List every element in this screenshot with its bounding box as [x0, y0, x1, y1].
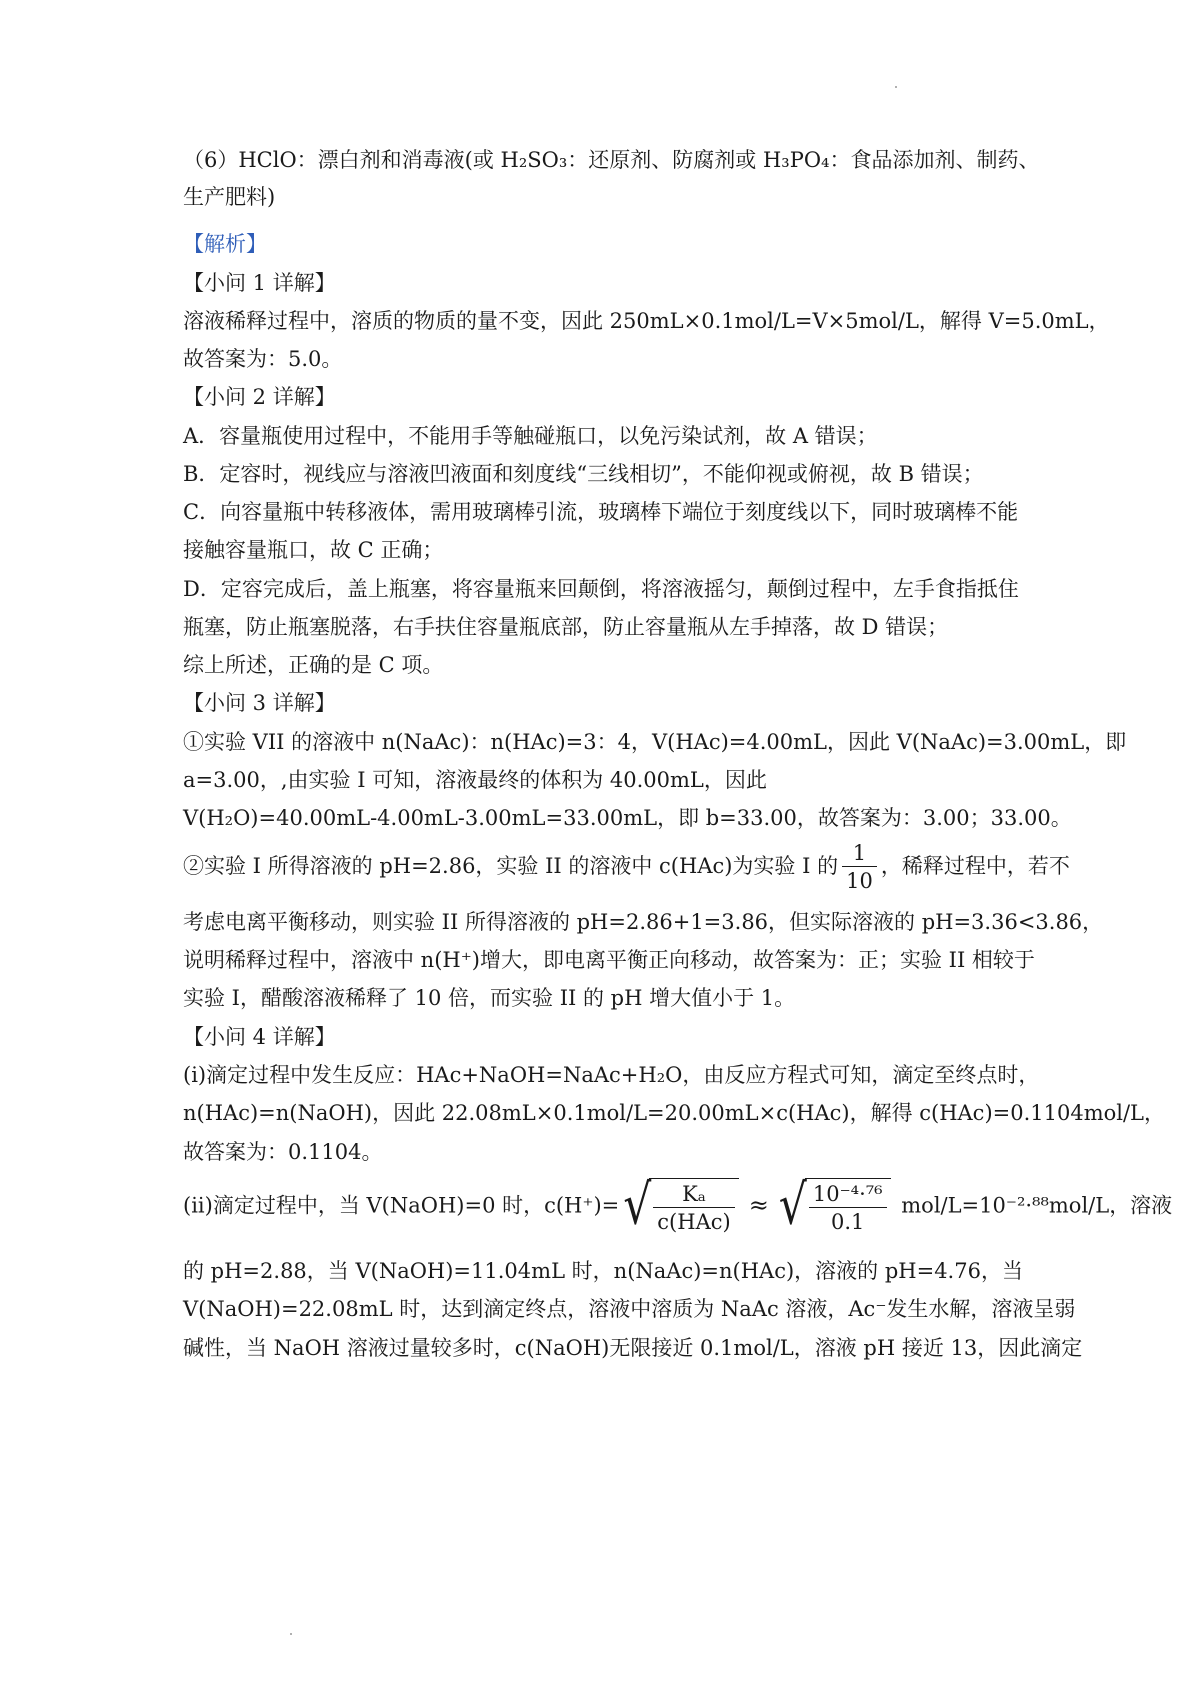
- q3-part2: [183, 840, 1070, 895]
- q3-part2-text-cont: ，稀释过程中，若不: [880, 854, 1070, 878]
- q3-part2-cont1: 考虑电离平衡移动，则实验 II 所得溶液的 pH=2.86+1=3.86，但实际溶液的 pH=3.36<3.86，: [183, 910, 1104, 934]
- analysis-heading: 【解析】: [183, 232, 267, 256]
- q4-part2-cont2: V(NaOH)=22.08mL 时，达到滴定终点，溶液中溶质为 NaAc 溶液，Ac⁻发生水解，溶液呈弱: [183, 1297, 1076, 1321]
- fraction-one-tenth: $\frac{1}{10}$: [842, 840, 877, 895]
- scan-dot: [895, 86, 897, 88]
- q1-heading: 【小问 1 详解】: [183, 271, 336, 295]
- q4-part2-formula-line: [183, 1173, 1173, 1237]
- q3-part1-answer: V(H₂O)=40.00mL-4.00mL-3.00mL=33.00mL，即 b=33.00，故答案为：3.00；33.00。: [183, 806, 1072, 830]
- q1-text: 溶液稀释过程中，溶质的物质的量不变，因此 250mL×0.1mol/L=V×5mol/L，解得 V=5.0mL，: [183, 309, 1110, 333]
- q2-option-b: B．定容时，视线应与溶液凹液面和刻度线“三线相切”，不能仰视或俯视，故 B 错误；: [183, 462, 984, 486]
- approx-sign: ≈: [748, 1190, 769, 1219]
- q2-summary: 综上所述，正确的是 C 项。: [183, 653, 444, 677]
- q3-part2-cont2: 说明稀释过程中，溶液中 n(H⁺)增大，即电离平衡正向移动，故答案为：正；实验 II 相较于: [183, 948, 1035, 972]
- q2-option-a: A．容量瓶使用过程中，不能用手等触碰瓶口，以免污染试剂，故 A 错误；: [183, 424, 878, 448]
- q4-part2-cont3: 碱性，当 NaOH 溶液过量较多时，c(NaOH)无限接近 0.1mol/L，溶液 pH 接近 13，因此滴定: [183, 1336, 1083, 1360]
- q4-part2-text-cont: mol/L=10⁻²·⁸⁸mol/L，溶液: [894, 1193, 1173, 1218]
- q4-part1-cont: n(HAc)=n(NaOH)，因此 22.08mL×0.1mol/L=20.00mL×c(HAc)，解得 c(HAc)=0.1104mol/L，: [183, 1101, 1166, 1125]
- q4-heading: 【小问 4 详解】: [183, 1025, 336, 1049]
- sqrt-numeric: √ $\frac{\text{10⁻⁴·⁷⁶}}{0.1}$: [779, 1178, 891, 1236]
- q4-part2-text: (ii)滴定过程中，当 V(NaOH)=0 时，c(H⁺)=: [183, 1193, 620, 1218]
- q3-part1: ①实验 VII 的溶液中 n(NaAc)：n(HAc)=3：4，V(HAc)=4.00mL，因此 V(NaAc)=3.00mL，即: [183, 730, 1127, 754]
- q2-option-d: D．定容完成后，盖上瓶塞，将容量瓶来回颠倒，将溶液摇匀，颠倒过程中，左手食指抵住: [183, 577, 1019, 601]
- q4-part2-cont1: 的 pH=2.88，当 V(NaOH)=11.04mL 时，n(NaAc)=n(HAc)，溶液的 pH=4.76，当: [183, 1259, 1023, 1283]
- q2-option-d-cont: 瓶塞，防止瓶塞脱落，右手扶住容量瓶底部，防止容量瓶从左手掉落，故 D 错误；: [183, 615, 949, 639]
- sqrt-ka-over-c: √ $\frac{\text{Kₐ}}{\text{c(HAc)}}$: [623, 1178, 738, 1236]
- q3-part1-cont: a=3.00，,由实验 I 可知，溶液最终的体积为 40.00mL，因此: [183, 768, 767, 792]
- q1-answer: 故答案为：5.0。: [183, 347, 343, 371]
- answer-line-6: （6）HClO：漂白剂和消毒液(或 H₂SO₃：还原剂、防腐剂或 H₃PO₄：食品添加剂、制药、: [183, 148, 1040, 172]
- q2-heading: 【小问 2 详解】: [183, 385, 336, 409]
- scan-dot: [290, 1633, 292, 1635]
- q3-part2-cont3: 实验 I，醋酸溶液稀释了 10 倍，而实验 II 的 pH 增大值小于 1。: [183, 986, 796, 1010]
- q2-option-c: C．向容量瓶中转移液体，需用玻璃棒引流，玻璃棒下端位于刻度线以下，同时玻璃棒不能: [183, 500, 1019, 524]
- q4-part1-answer: 故答案为：0.1104。: [183, 1140, 383, 1164]
- q4-part1: (i)滴定过程中发生反应：HAc+NaOH=NaAc+H₂O，由反应方程式可知，滴定至终点时，: [183, 1063, 1040, 1087]
- answer-line-6-cont: 生产肥料): [183, 185, 276, 209]
- q3-heading: 【小问 3 详解】: [183, 691, 336, 715]
- q2-option-c-cont: 接触容量瓶口，故 C 正确；: [183, 538, 444, 562]
- q3-part2-text: ②实验 I 所得溶液的 pH=2.86，实验 II 的溶液中 c(HAc)为实验 I 的: [183, 854, 839, 878]
